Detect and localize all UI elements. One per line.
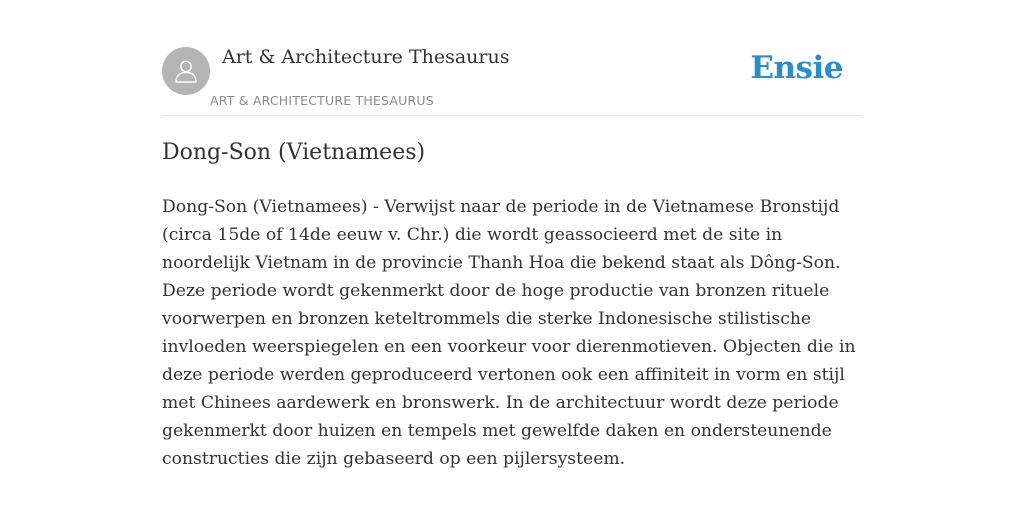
user-icon xyxy=(172,57,200,85)
source-avatar[interactable] xyxy=(162,47,210,95)
brand-logo[interactable]: Ensie xyxy=(750,50,843,86)
source-subtitle: ART & ARCHITECTURE THESAURUS xyxy=(210,93,434,108)
entry-title: Dong-Son (Vietnamees) xyxy=(162,140,426,165)
entry-card xyxy=(162,0,862,469)
entry-header xyxy=(162,0,862,116)
entry-body: Dong-Son (Vietnamees) - Verwijst naar de periode in de Vietnamese Bronstijd (circa 15de of 14de eeuw v. Chr.) die wordt geassocieerd met de site in noordelijk Vietnam in de provincie Thanh Hoa die bekend staat als Dông-Son. Deze periode wordt gekenmerkt door de hoge productie van bronzen rituele voorwerpen en bronzen keteltrommels die sterke Indonesische stilistische invloeden weerspiegelen en een voorkeur voor dierenmotieven. Objecten die in deze periode werden geproduceerd vertonen ook een affiniteit in vorm en stijl met Chinees aardewerk en bronswerk. In de architectuur wordt deze periode gekenmerkt door huizen en tempels met gewelfde daken en ondersteunende constructies die zijn gebaseerd op een pijlersysteem. xyxy=(162,197,856,469)
source-title-link[interactable]: Art & Architecture Thesaurus xyxy=(222,46,510,68)
